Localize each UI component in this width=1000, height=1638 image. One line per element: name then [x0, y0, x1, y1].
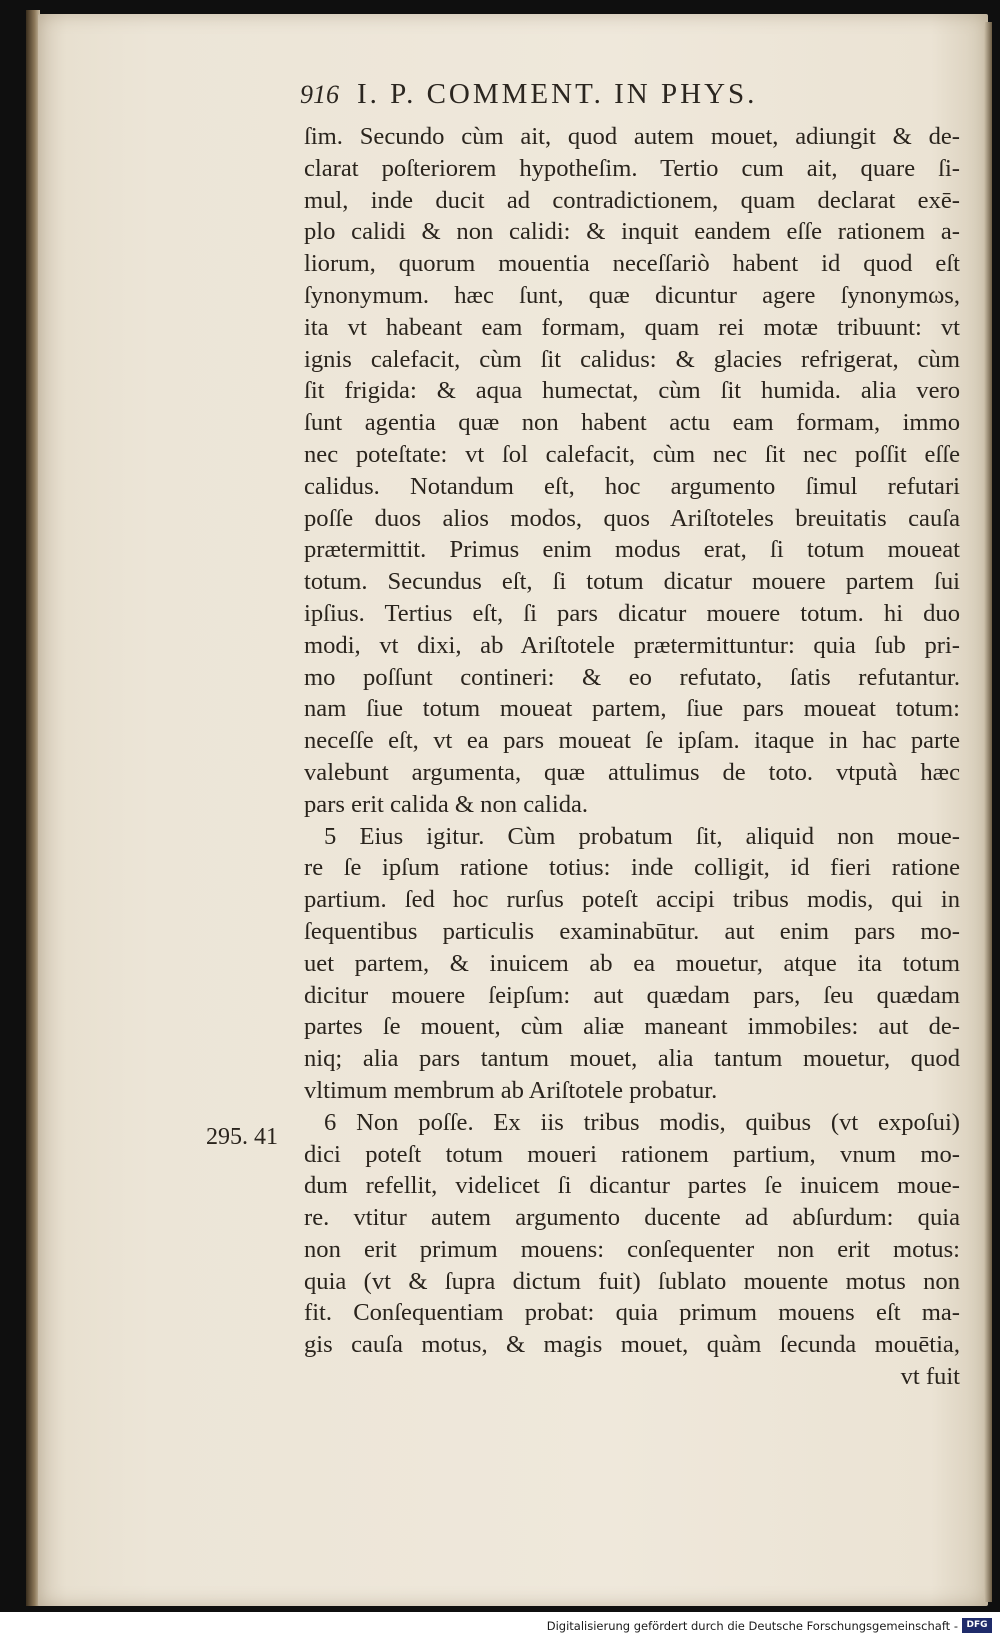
digitization-credit: Digitalisierung gefördert durch die Deutsche Forschungsgemeinschaft -	[546, 1619, 958, 1633]
text-line: dici poteſt totum moueri rationem partium, vnum mo-	[304, 1140, 960, 1168]
running-title: I. P. COMMENT. IN PHYS.	[357, 78, 758, 110]
page-number: 916	[300, 80, 339, 109]
text-line: pars erit calida & non calida.	[304, 790, 589, 818]
text-line: 6 Non poſſe. Ex iis tribus modis, quibus (vt expoſui)	[324, 1108, 960, 1136]
text-line: ſit frigida: & aqua humectat, cùm ſit humida. alia vero	[304, 377, 960, 405]
text-line: re ſe ipſum ratione totius: inde colligit, id fieri ratione	[304, 854, 960, 882]
text-line: niq; alia pars tantum mouet, alia tantum mouetur, quod	[304, 1045, 960, 1073]
text-line: clarat poſteriorem hypotheſim. Tertio cum ait, quare ſi-	[304, 154, 960, 182]
text-line: partes ſe mouent, cùm aliæ maneant immobiles: aut de-	[304, 1013, 960, 1041]
text-line: partium. ſed hoc rurſus poteſt accipi tribus modis, qui in	[304, 886, 960, 914]
running-head	[300, 78, 860, 114]
text-line: ita vt habeant eam formam, quam rei motæ tribuunt: vt	[304, 313, 960, 341]
text-line: non erit primum mouens: conſequenter non erit motus:	[304, 1235, 960, 1263]
text-line: nec poteſtate: vt ſol calefacit, cùm nec ſit nec poſſit eſſe	[304, 440, 960, 468]
text-line: 5 Eius igitur. Cùm probatum ſit, aliquid non moue-	[324, 822, 960, 850]
text-line: valebunt argumenta, quæ attulimus de toto. vtputà hæc	[304, 758, 960, 786]
text-line: ſynonymum. hæc ſunt, quæ dicuntur agere ſynonymωs,	[304, 281, 960, 309]
text-line: ſim. Secundo cùm ait, quod autem mouet, adiungit & de-	[304, 123, 960, 150]
text-line: mul, inde ducit ad contradictionem, quam declarat exē-	[304, 186, 960, 214]
text-line: re. vtitur autem argumento ducente ad abſurdum: quia	[304, 1204, 960, 1232]
text-line: dum refellit, videlicet ſi dicantur partes ſe inuicem moue-	[304, 1172, 960, 1200]
dfg-logo: DFG	[962, 1618, 992, 1633]
text-line: uet partem, & inuicem ab ea mouetur, atque ita totum	[304, 949, 960, 977]
text-line: poſſe duos alios modos, quos Ariſtoteles breuitatis cauſa	[304, 504, 960, 532]
body-text	[304, 121, 960, 1393]
page-edge-right	[984, 22, 992, 1602]
text-line: ipſius. Tertius eſt, ſi pars dicatur mouere totum. hi duo	[304, 599, 960, 627]
text-line: nam ſiue totum moueat partem, ſiue pars moueat totum:	[304, 695, 960, 723]
text-line: prætermittit. Primus enim modus erat, ſi totum moueat	[304, 536, 960, 564]
text-line: mo poſſunt contineri: & eo refutato, ſatis refutantur.	[304, 663, 960, 691]
text-line: ignis calefacit, cùm ſit calidus: & glacies refrigerat, cùm	[304, 345, 960, 373]
catchword: vt fuit	[900, 1363, 960, 1391]
text-line: fit. Conſequentiam probat: quia primum mouens eſt ma-	[304, 1299, 960, 1327]
text-line: vltimum membrum ab Ariſtotele probatur.	[304, 1076, 718, 1104]
text-line: calidus. Notandum eſt, hoc argumento ſimul refutari	[304, 472, 960, 500]
text-line: ſequentibus particulis examinabūtur. aut enim pars mo-	[304, 917, 960, 945]
text-line: modi, vt dixi, ab Ariſtotele prætermittuntur: quia ſub pri-	[304, 631, 960, 659]
margin-reference: 295. 41	[206, 1124, 278, 1150]
text-line: plo calidi & non calidi: & inquit eandem eſſe rationem a-	[304, 218, 960, 246]
text-line: neceſſe eſt, vt ea pars moueat ſe ipſam. itaque in hac parte	[304, 727, 960, 755]
text-line: ſunt agentia quæ non habent actu eam formam, immo	[304, 409, 960, 437]
text-line: totum. Secundus eſt, ſi totum dicatur mouere partem ſui	[304, 568, 960, 596]
text-line: quia (vt & ſupra dictum fuit) ſublato mouente motus non	[304, 1267, 960, 1295]
text-line: liorum, quorum mouentia neceſſariò habent id quod eſt	[304, 250, 960, 278]
footer	[0, 1612, 1000, 1638]
text-line: gis cauſa motus, & magis mouet, quàm ſecunda mouētia,	[304, 1331, 960, 1359]
text-line: dicitur mouere ſeipſum: aut quædam pars, ſeu quædam	[304, 981, 960, 1009]
